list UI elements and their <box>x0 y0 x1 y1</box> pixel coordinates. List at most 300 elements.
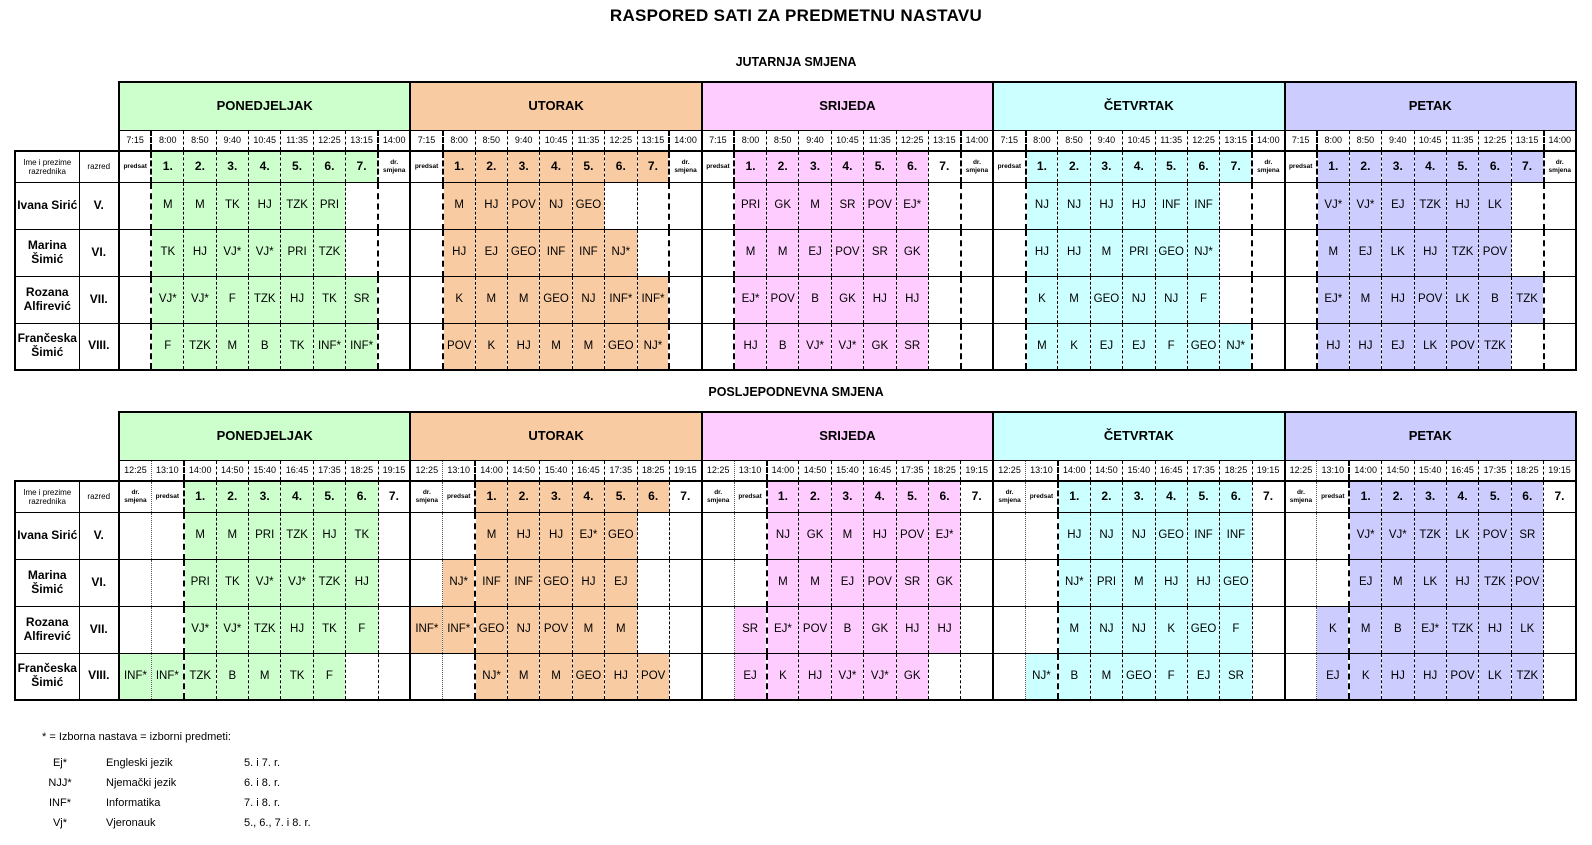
time-label: 8:00 <box>734 130 766 151</box>
lesson-cell <box>928 276 960 323</box>
lesson-number-header: 5. <box>1155 151 1187 182</box>
lesson-number-header: 3. <box>508 151 540 182</box>
lesson-cell: HJ <box>1123 182 1155 229</box>
lesson-cell: GEO <box>572 182 604 229</box>
lesson-cell <box>961 559 993 606</box>
time-label: 7:15 <box>1285 130 1317 151</box>
time-label: 12:25 <box>993 460 1025 481</box>
time-label: 13:15 <box>637 130 669 151</box>
lesson-number-header: 2. <box>1382 481 1414 512</box>
lesson-cell <box>151 512 183 559</box>
lesson-cell <box>410 559 442 606</box>
lesson-cell: INF <box>1220 512 1252 559</box>
lesson-number-header: 7. <box>637 151 669 182</box>
time-label: 12:25 <box>1479 130 1511 151</box>
lesson-cell: EJ <box>1123 323 1155 370</box>
lesson-cell: HJ <box>799 653 831 700</box>
time-label: 8:50 <box>184 130 216 151</box>
time-label: 14:00 <box>1252 130 1284 151</box>
lesson-cell: LK <box>1414 559 1446 606</box>
time-label: 11:35 <box>1446 130 1478 151</box>
time-label: 14:00 <box>1349 460 1381 481</box>
lesson-cell <box>1285 512 1317 559</box>
time-label: 13:10 <box>443 460 475 481</box>
lesson-cell: VJ* <box>249 559 281 606</box>
lesson-cell: NJ* <box>475 653 507 700</box>
lesson-cell: TZK <box>313 559 345 606</box>
lesson-cell: INF <box>540 229 572 276</box>
time-label: 15:40 <box>1123 460 1155 481</box>
lesson-cell: LK <box>1446 276 1478 323</box>
day-header: PETAK <box>1285 412 1577 460</box>
lesson-cell <box>151 559 183 606</box>
lesson-cell: NJ <box>1058 182 1090 229</box>
lesson-cell: NJ* <box>443 559 475 606</box>
lesson-number-header: 1. <box>443 151 475 182</box>
lesson-cell <box>378 276 410 323</box>
lesson-cell <box>1220 229 1252 276</box>
lesson-cell <box>443 512 475 559</box>
lesson-cell <box>1285 229 1317 276</box>
lesson-cell: M <box>475 512 507 559</box>
time-label: 8:00 <box>151 130 183 151</box>
lesson-number-header: 2. <box>767 151 799 182</box>
lesson-cell <box>410 512 442 559</box>
class-column-header: razred <box>79 151 119 182</box>
lesson-cell: B <box>831 606 863 653</box>
time-label: 10:45 <box>1414 130 1446 151</box>
name-column-header: Ime i prezime razrednika <box>15 151 79 182</box>
lesson-number-header: 2. <box>475 151 507 182</box>
lesson-cell: INF* <box>313 323 345 370</box>
lesson-cell <box>378 323 410 370</box>
time-label: 8:00 <box>1317 130 1349 151</box>
time-label: 9:40 <box>1090 130 1122 151</box>
lesson-cell: POV <box>1446 653 1478 700</box>
time-label: 16:45 <box>1446 460 1478 481</box>
lesson-cell: POV <box>540 606 572 653</box>
time-label: 13:15 <box>1511 130 1543 151</box>
lesson-cell <box>702 606 734 653</box>
lesson-number-header: 2. <box>1058 151 1090 182</box>
lesson-cell <box>702 229 734 276</box>
lesson-cell: EJ <box>831 559 863 606</box>
time-label: 8:50 <box>1058 130 1090 151</box>
lesson-cell: NJ* <box>1220 323 1252 370</box>
lesson-number-header: 7. <box>961 481 993 512</box>
lesson-cell: HJ <box>1187 559 1219 606</box>
lesson-cell <box>1285 559 1317 606</box>
lesson-cell: HJ <box>1317 323 1349 370</box>
lesson-cell <box>119 276 151 323</box>
lesson-cell <box>669 276 701 323</box>
lesson-cell <box>119 512 151 559</box>
lesson-cell: NJ <box>572 276 604 323</box>
lesson-number-header: 3. <box>1090 151 1122 182</box>
lesson-cell <box>1544 323 1577 370</box>
lesson-number-header: 4. <box>864 481 896 512</box>
time-label: 18:25 <box>637 460 669 481</box>
legend <box>42 731 1592 829</box>
lesson-cell: INF* <box>119 653 151 700</box>
corner-spacer <box>15 82 119 151</box>
lesson-cell: NJ <box>1090 512 1122 559</box>
lesson-cell: EJ <box>1187 653 1219 700</box>
lesson-cell <box>702 559 734 606</box>
lesson-cell <box>993 323 1025 370</box>
lesson-cell: M <box>1090 229 1122 276</box>
lesson-cell <box>1252 559 1284 606</box>
time-label: 14:50 <box>1382 460 1414 481</box>
lesson-cell: PRI <box>281 229 313 276</box>
lesson-number-header: 3. <box>249 481 281 512</box>
lesson-cell: PRI <box>184 559 216 606</box>
legend-row <box>42 817 1592 829</box>
lesson-number-header: 7. <box>928 151 960 182</box>
lesson-cell: HJ <box>896 276 928 323</box>
lesson-cell: HJ <box>864 512 896 559</box>
lesson-cell: EJ <box>605 559 637 606</box>
lesson-number-header: 5. <box>1446 151 1478 182</box>
lesson-cell: LK <box>1479 182 1511 229</box>
teacher-name: Frančeska Šimić <box>15 653 79 700</box>
lesson-cell: M <box>508 653 540 700</box>
lesson-cell: HJ <box>1058 229 1090 276</box>
time-label: 12:25 <box>702 460 734 481</box>
lesson-cell: SR <box>864 229 896 276</box>
lesson-cell <box>993 653 1025 700</box>
legend-row <box>42 757 1592 769</box>
day-header: SRIJEDA <box>702 412 993 460</box>
lesson-cell: INF* <box>637 276 669 323</box>
lesson-cell: VJ* <box>1317 182 1349 229</box>
lesson-number-header: 4. <box>572 481 604 512</box>
time-label: 8:50 <box>1349 130 1381 151</box>
lesson-cell <box>1511 229 1543 276</box>
lesson-cell: F <box>1187 276 1219 323</box>
lesson-cell: TZK <box>1446 606 1478 653</box>
lesson-cell <box>1220 182 1252 229</box>
lesson-cell: M <box>1058 276 1090 323</box>
lesson-cell <box>151 606 183 653</box>
time-label: 13:10 <box>1317 460 1349 481</box>
time-label: 19:15 <box>378 460 410 481</box>
lesson-number-header: 6. <box>637 481 669 512</box>
lesson-cell: M <box>540 323 572 370</box>
time-label: 19:15 <box>1252 460 1284 481</box>
lesson-number-header: 3. <box>799 151 831 182</box>
lesson-cell: TK <box>281 323 313 370</box>
lesson-cell: TZK <box>249 606 281 653</box>
legend-classes: 6. i 8. r. <box>244 777 281 789</box>
lesson-cell: GK <box>928 559 960 606</box>
lesson-cell: F <box>1155 323 1187 370</box>
day-header: UTORAK <box>410 412 701 460</box>
lesson-cell: PRI <box>249 512 281 559</box>
legend-row <box>42 797 1592 809</box>
lesson-cell: GK <box>831 276 863 323</box>
lesson-number-header: 4. <box>540 151 572 182</box>
lesson-cell: EJ <box>1090 323 1122 370</box>
time-label: 12:25 <box>410 460 442 481</box>
lesson-cell: M <box>799 559 831 606</box>
lesson-cell: SR <box>831 182 863 229</box>
lesson-cell: M <box>605 606 637 653</box>
lesson-cell: EJ <box>734 653 766 700</box>
lesson-cell: EJ <box>1349 229 1381 276</box>
lesson-cell <box>1511 182 1543 229</box>
lesson-number-header: 5. <box>605 481 637 512</box>
lesson-cell: VJ* <box>184 606 216 653</box>
lesson-cell: EJ* <box>896 182 928 229</box>
lesson-cell: K <box>1155 606 1187 653</box>
lesson-cell <box>1285 182 1317 229</box>
lesson-cell: GEO <box>1155 512 1187 559</box>
lesson-cell: TK <box>151 229 183 276</box>
lesson-number-header: 6. <box>896 151 928 182</box>
lesson-cell: INF <box>508 559 540 606</box>
time-label: 10:45 <box>249 130 281 151</box>
lesson-cell: VJ* <box>864 653 896 700</box>
lesson-cell <box>1252 182 1284 229</box>
lesson-cell <box>346 229 378 276</box>
class-column-header: razred <box>79 481 119 512</box>
lesson-cell: GEO <box>1155 229 1187 276</box>
lesson-cell: POV <box>1479 512 1511 559</box>
lesson-cell <box>410 653 442 700</box>
predsat-header: predsat <box>1285 151 1317 182</box>
lesson-cell: M <box>799 182 831 229</box>
lesson-number-header: 5. <box>1479 481 1511 512</box>
lesson-cell <box>1544 653 1577 700</box>
time-label: 15:40 <box>540 460 572 481</box>
lesson-number-header: 3. <box>216 151 248 182</box>
lesson-cell <box>702 653 734 700</box>
lesson-cell: EJ* <box>734 276 766 323</box>
class-label: VII. <box>79 276 119 323</box>
lesson-cell: M <box>249 653 281 700</box>
class-label: V. <box>79 182 119 229</box>
lesson-cell <box>637 606 669 653</box>
lesson-cell <box>346 182 378 229</box>
time-label: 14:00 <box>1058 460 1090 481</box>
lesson-cell <box>669 606 701 653</box>
lesson-cell <box>669 182 701 229</box>
lesson-number-header: 1. <box>1349 481 1381 512</box>
lesson-cell: POV <box>896 512 928 559</box>
dr-smjena-header: dr. smjena <box>669 151 701 182</box>
lesson-cell: LK <box>1446 512 1478 559</box>
lesson-cell: POV <box>799 606 831 653</box>
legend-abbr: Ej* <box>52 757 68 769</box>
time-label: 14:00 <box>378 130 410 151</box>
lesson-cell: GEO <box>1187 606 1219 653</box>
lesson-number-header: 4. <box>1414 151 1446 182</box>
lesson-cell: HJ <box>1155 559 1187 606</box>
predsat-header: predsat <box>993 151 1025 182</box>
lesson-cell <box>669 323 701 370</box>
legend-subject: Njemački jezik <box>106 777 177 789</box>
lesson-cell: VJ* <box>216 606 248 653</box>
lesson-cell <box>669 559 701 606</box>
lesson-cell: TK <box>346 512 378 559</box>
lesson-cell: M <box>1317 229 1349 276</box>
dr-smjena-header: dr. smjena <box>410 481 442 512</box>
lesson-cell: B <box>1058 653 1090 700</box>
lesson-cell: TZK <box>1479 559 1511 606</box>
lesson-cell <box>1252 512 1284 559</box>
lesson-number-header: 7. <box>1544 481 1577 512</box>
teacher-name: Marina Šimić <box>15 229 79 276</box>
lesson-cell: HJ <box>1058 512 1090 559</box>
time-label: 9:40 <box>216 130 248 151</box>
lesson-number-header: 5. <box>572 151 604 182</box>
lesson-number-header: 2. <box>508 481 540 512</box>
lesson-cell <box>961 512 993 559</box>
time-label: 18:25 <box>928 460 960 481</box>
lesson-number-header: 3. <box>540 481 572 512</box>
lesson-number-header: 7. <box>346 151 378 182</box>
schedule-table <box>14 411 1577 701</box>
lesson-cell: POV <box>767 276 799 323</box>
lesson-cell <box>702 512 734 559</box>
lesson-cell: INF <box>1155 182 1187 229</box>
lesson-cell <box>637 182 669 229</box>
lesson-cell: TZK <box>281 512 313 559</box>
time-label: 12:25 <box>119 460 151 481</box>
lesson-cell <box>605 182 637 229</box>
day-header: SRIJEDA <box>702 82 993 130</box>
lesson-cell: NJ <box>540 182 572 229</box>
lesson-cell: TZK <box>1511 653 1543 700</box>
lesson-cell <box>993 276 1025 323</box>
lesson-cell <box>1252 276 1284 323</box>
lesson-cell <box>702 276 734 323</box>
time-label: 14:50 <box>216 460 248 481</box>
section-title-morning: JUTARNJA SMJENA <box>735 55 857 69</box>
lesson-number-header: 1. <box>475 481 507 512</box>
lesson-cell: POV <box>1414 276 1446 323</box>
time-label: 10:45 <box>1123 130 1155 151</box>
time-label: 14:50 <box>1090 460 1122 481</box>
lesson-cell <box>443 653 475 700</box>
lesson-cell: M <box>1123 559 1155 606</box>
lesson-cell <box>993 229 1025 276</box>
lesson-cell: TZK <box>249 276 281 323</box>
lesson-cell: PRI <box>1090 559 1122 606</box>
dr-smjena-header: dr. smjena <box>961 151 993 182</box>
lesson-cell <box>928 323 960 370</box>
lesson-cell: INF <box>572 229 604 276</box>
lesson-number-header: 1. <box>1317 151 1349 182</box>
lesson-number-header: 1. <box>184 481 216 512</box>
dr-smjena-header: dr. smjena <box>702 481 734 512</box>
lesson-cell <box>1544 276 1577 323</box>
time-label: 10:45 <box>540 130 572 151</box>
time-label: 13:10 <box>734 460 766 481</box>
lesson-number-header: 4. <box>249 151 281 182</box>
lesson-cell <box>928 182 960 229</box>
class-label: V. <box>79 512 119 559</box>
lesson-number-header: 3. <box>1123 481 1155 512</box>
lesson-cell: TZK <box>184 653 216 700</box>
time-label: 13:10 <box>151 460 183 481</box>
time-label: 14:50 <box>799 460 831 481</box>
lesson-cell: GK <box>896 229 928 276</box>
lesson-number-header: 3. <box>1382 151 1414 182</box>
lesson-cell <box>1252 229 1284 276</box>
lesson-cell <box>669 653 701 700</box>
lesson-cell: K <box>767 653 799 700</box>
legend-classes: 7. i 8. r. <box>244 797 281 809</box>
lesson-cell: NJ <box>1155 276 1187 323</box>
lesson-cell: NJ <box>1123 606 1155 653</box>
lesson-cell: M <box>1382 559 1414 606</box>
legend-classes: 5. i 7. r. <box>244 757 281 769</box>
lesson-cell: INF* <box>151 653 183 700</box>
day-header: ČETVRTAK <box>993 82 1284 130</box>
lesson-cell: VJ* <box>249 229 281 276</box>
lesson-cell: HJ <box>281 276 313 323</box>
lesson-cell: HJ <box>184 229 216 276</box>
time-label: 14:50 <box>508 460 540 481</box>
lesson-cell <box>1285 323 1317 370</box>
lesson-cell <box>346 653 378 700</box>
lesson-cell <box>928 229 960 276</box>
day-header: UTORAK <box>410 82 701 130</box>
time-label: 9:40 <box>1382 130 1414 151</box>
time-label: 14:00 <box>475 460 507 481</box>
lesson-cell <box>119 229 151 276</box>
lesson-cell <box>702 182 734 229</box>
lesson-cell <box>378 512 410 559</box>
lesson-cell: HJ <box>864 276 896 323</box>
lesson-cell: K <box>1317 606 1349 653</box>
time-label: 8:50 <box>475 130 507 151</box>
legend-subject: Engleski jezik <box>106 757 173 769</box>
lesson-cell: HJ <box>928 606 960 653</box>
lesson-cell: LK <box>1414 323 1446 370</box>
lesson-cell: POV <box>831 229 863 276</box>
lesson-cell: POV <box>1511 559 1543 606</box>
time-label: 13:15 <box>346 130 378 151</box>
lesson-cell: NJ* <box>1058 559 1090 606</box>
lesson-cell: F <box>1220 606 1252 653</box>
time-label: 11:35 <box>1155 130 1187 151</box>
lesson-cell: F <box>346 606 378 653</box>
class-label: VI. <box>79 229 119 276</box>
dr-smjena-header: dr. smjena <box>1285 481 1317 512</box>
lesson-cell: F <box>313 653 345 700</box>
time-label: 16:45 <box>281 460 313 481</box>
lesson-cell: EJ <box>1382 323 1414 370</box>
lesson-cell: VJ* <box>281 559 313 606</box>
time-label: 15:40 <box>831 460 863 481</box>
lesson-cell: SR <box>734 606 766 653</box>
lesson-cell: INF* <box>443 606 475 653</box>
lesson-cell: B <box>1479 276 1511 323</box>
lesson-cell: B <box>249 323 281 370</box>
lesson-cell: POV <box>637 653 669 700</box>
time-label: 9:40 <box>799 130 831 151</box>
lesson-number-header: 3. <box>831 481 863 512</box>
lesson-cell: GEO <box>475 606 507 653</box>
time-label: 10:45 <box>831 130 863 151</box>
legend-row <box>42 777 1592 789</box>
lesson-cell: HJ <box>508 323 540 370</box>
time-label: 14:00 <box>1544 130 1577 151</box>
lesson-cell: K <box>1058 323 1090 370</box>
